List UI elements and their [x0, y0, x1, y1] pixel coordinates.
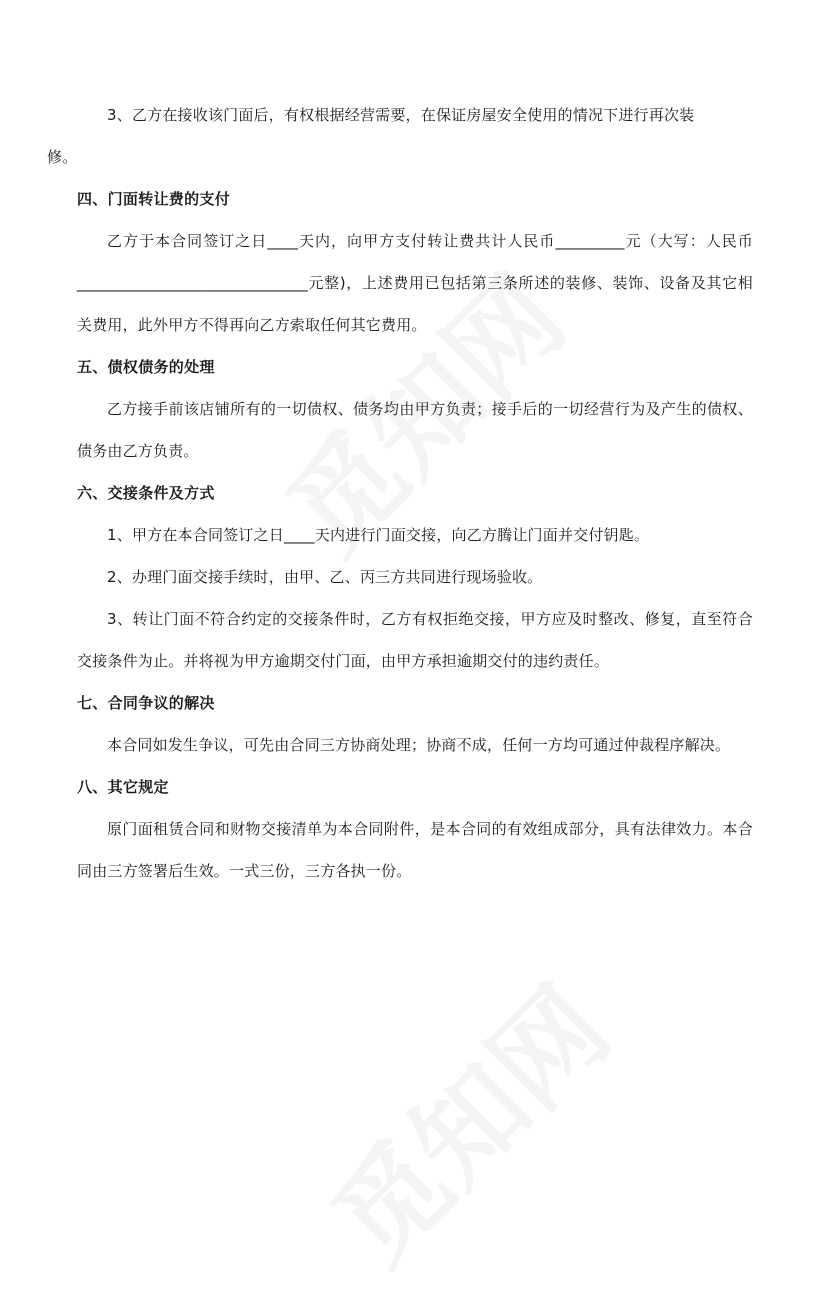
section7-paragraph: 本合同如发生争议，可先由合同三方协商处理；协商不成，任何一方均可通过仲裁程序解决。 [107, 736, 731, 754]
section3-item3-line2: 修。 [47, 148, 78, 166]
section6-item3: 3、转让门面不符合约定的交接条件时，乙方有权拒绝交接，甲方应及时整改、修复，直至符合交接条件为止。并将视为甲方逾期交付门面，由甲方承担逾期交付的违约责任。 [77, 610, 753, 670]
section7-heading: 七、合同争议的解决 [77, 694, 215, 712]
section6-item1: 1、甲方在本合同签订之日____天内进行门面交接，向乙方腾让门面并交付钥匙。 [107, 526, 650, 544]
section3-item3-line1: 3、乙方在接收该门面后，有权根据经营需要，在保证房屋安全使用的情况下进行再次装 [107, 106, 695, 124]
section6-heading: 六、交接条件及方式 [77, 484, 215, 502]
section5-paragraph: 乙方接手前该店铺所有的一切债权、债务均由甲方负责；接手后的一切经营行为及产生的债权、债务由乙方负责。 [77, 400, 753, 460]
watermark-text-bottom [292, 946, 637, 1291]
section6-item2: 2、办理门面交接手续时，由甲、乙、丙三方共同进行现场验收。 [107, 568, 543, 586]
section5-heading: 五、债权债务的处理 [77, 358, 215, 376]
section8-paragraph: 原门面租赁合同和财物交接清单为本合同附件，是本合同的有效组成部分，具有法律效力。本合同由三方签署后生效。一式三份，三方各执一份。 [77, 820, 753, 880]
document-body [47, 94, 753, 892]
section8-heading: 八、其它规定 [77, 778, 169, 796]
section4-paragraph: 乙方于本合同签订之日____天内，向甲方支付转让费共计人民币_________元（大写：人民币______________________________元整)，上述费用已包括第三条所述的装修、装饰、设备及其它相关费用，此外甲方不得再向乙方索取任何其它费用。 [77, 232, 753, 334]
section3-item3 [47, 94, 753, 178]
section4-heading: 四、门面转让费的支付 [77, 190, 231, 208]
